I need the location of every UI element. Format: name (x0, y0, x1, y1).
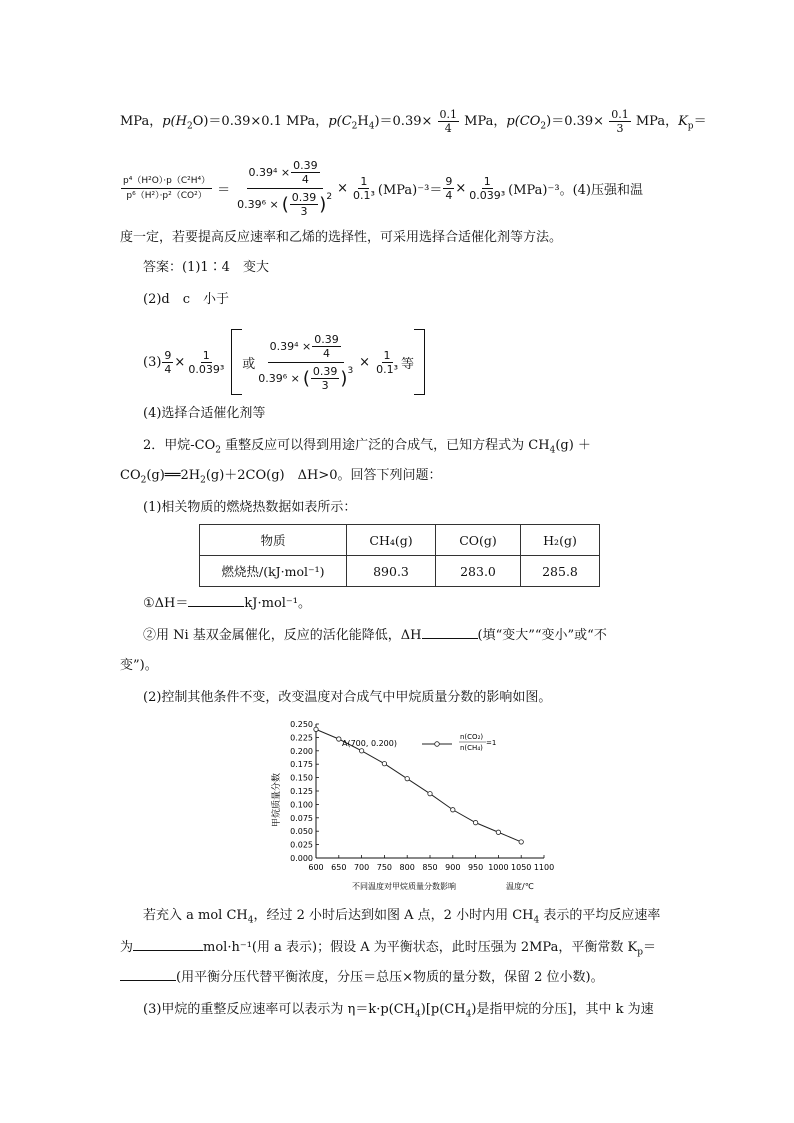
x-tick-label: 700 (353, 863, 370, 872)
fraction: $\frac{9}{4}$ (164, 348, 172, 376)
legend-numerator: n(CO₂) (460, 733, 484, 741)
table-row (200, 556, 600, 587)
table-header: CO(g) (436, 525, 521, 556)
fraction: $\frac{1}{\text{0.1³}}$ (352, 174, 375, 202)
y-tick-label: 0.150 (290, 773, 313, 783)
fraction: 0.39⁴ × $\frac{0.39}{4}$ 0.39⁶ × ( $\frac{0.39}{3}$ ) $^3$ (258, 332, 354, 392)
data-point (473, 820, 477, 824)
answer-blank[interactable] (422, 626, 478, 639)
x-tick-label: 1000 (488, 863, 509, 872)
fraction: 0.39⁴ × $\frac{0.39}{4}$ 0.39⁶ × ( $\frac{0.39}{3}$ ) $^2$ (237, 158, 333, 218)
y-tick-label: 0.250 (290, 720, 313, 729)
item-2-cont: 变”)。 (120, 658, 158, 673)
y-tick-label: 0.100 (290, 800, 313, 810)
item-1: ①ΔH＝ kJ·mol⁻¹。 (143, 596, 311, 611)
x-tick-label: 1100 (533, 863, 555, 872)
kp-intro-line: MPa，$p(H_2O)=0.39\times 0.1$ MPa，$p(C_2H_4)=0.39\times$ $\frac{0.1}{4}$ MPa，$p(CO_2)=0.39\times$ $\frac{0.1}{3}$ MPa，$K_p=$ (120, 108, 707, 135)
table-cell: 燃烧热/(kJ·mol⁻¹) (200, 556, 347, 587)
methane-fraction-chart (268, 712, 558, 894)
fraction: $\frac{0.1}{4}$ (439, 108, 458, 135)
left-bracket (231, 329, 242, 395)
x-tick-label: 650 (331, 863, 347, 872)
answer-3: (3) $\frac{9}{4}$ × $\frac{1}{\text{0.039³}}$ 或 0.39⁴ × $\frac{0.39}{4}$ 0.39⁶ × ( $\frac{0.39}{3}$ ) $^3$ × $\frac{1}{\text{0.1³}}$ 等 (143, 330, 425, 394)
x-tick-label: 800 (399, 863, 415, 872)
y-tick-label: 0.200 (290, 746, 313, 756)
table-header: CH₄(g) (347, 525, 436, 556)
y-tick-label: 0.025 (290, 840, 313, 850)
chart-caption: 不同温度对甲烷质量分数影响 (352, 882, 456, 891)
paragraph: (用平衡分压代替平衡浓度，分压＝总压×物质的量分数，保留 2 位小数)。 (120, 968, 604, 988)
fraction: $\frac{9}{4}$ (445, 174, 453, 202)
answer-blank[interactable] (133, 938, 203, 951)
y-tick-label: 0.000 (290, 854, 313, 863)
table-cell: 283.0 (436, 556, 521, 587)
kp-expression: $\frac{\text{p⁴（H²O）·p（C²H⁴）}}{\text{p⁶（H²）·p²（CO²）}}$ ＝ 0.39⁴ × $\frac{0.39}{4}$ 0.39⁶ × ( $\frac{0.39}{3}$ ) $^2$ × $\frac{1}{\text{0.1³}}$ (MPa)⁻³＝ $\frac{9}{4}$ × $\frac{1}{\text{0.039³}}$ (MPa)⁻³。(4)压强和温 (123, 158, 643, 218)
legend-value: =1 (486, 739, 497, 747)
data-point (519, 840, 523, 844)
x-tick-label: 1050 (511, 863, 532, 872)
x-tick-label: 750 (376, 863, 393, 872)
data-point (382, 761, 386, 765)
answer-2: (2)d c 小于 (143, 292, 230, 307)
answer-4: (4)选择合适催化剂等 (143, 406, 266, 421)
data-point (496, 830, 500, 834)
data-point (337, 737, 341, 741)
answer-1: 答案：(1)1∶4 变大 (143, 260, 269, 275)
fraction: $\frac{1}{\text{0.039³}}$ (469, 174, 506, 202)
table-header: 物质 (200, 525, 347, 556)
right-bracket (414, 329, 425, 395)
table-cell: 285.8 (521, 556, 600, 587)
fraction: $\frac{\text{p⁴（H²O）·p（C²H⁴）}}{\text{p⁶（H²）·p²（CO²）}}$ (123, 175, 211, 201)
legend-denominator: n(CH₄) (460, 744, 483, 752)
fraction: $\frac{1}{\text{0.1³}}$ (376, 348, 398, 376)
x-tick-label: 950 (467, 863, 484, 872)
data-point (314, 727, 318, 731)
paragraph: (3)甲烷的重整反应速率可以表示为 $\eta=k\cdot p(CH_4)[p(CH_4)$是指甲烷的分压]，其中 k 为速 (143, 1002, 654, 1020)
item-2: ②用 Ni 基双金属催化，反应的活化能降低，ΔH (填“变大”“变小”或“不 (143, 628, 607, 643)
question-2-equation: $CO_2(g)══2H_2(g)+2CO(g)$ ΔH>0。回答下列问题： (120, 468, 442, 486)
fraction: $\frac{1}{\text{0.039³}}$ (188, 348, 225, 376)
y-tick-label: 0.075 (290, 813, 313, 823)
fraction: $\frac{0.1}{3}$ (611, 108, 629, 135)
y-tick-label: 0.125 (290, 787, 313, 796)
x-axis-label: 温度/℃ (506, 882, 534, 891)
y-tick-label: 0.175 (290, 760, 313, 770)
table-row (200, 525, 600, 556)
data-point (428, 791, 432, 795)
answer-blank[interactable] (188, 594, 244, 607)
data-point (405, 776, 409, 780)
data-point (359, 749, 363, 753)
combustion-heat-table (199, 524, 600, 587)
answer-blank[interactable] (120, 968, 176, 981)
y-tick-label: 0.225 (290, 733, 313, 743)
sub-question-1: (1)相关物质的燃烧热数据如表所示： (143, 500, 357, 515)
table-header: H₂(g) (521, 525, 600, 556)
x-tick-label: 600 (308, 863, 324, 872)
table-cell: 890.3 (347, 556, 436, 587)
paragraph: 度一定，若要提高反应速率和乙烯的选择性，可采用选择合适催化剂等方法。 (120, 230, 563, 245)
sub-question-2: (2)控制其他条件不变，改变温度对合成气中甲烷质量分数的影响如图。 (143, 690, 552, 705)
annotation-label: A(700, 0.200) (342, 739, 397, 748)
x-tick-label: 900 (445, 863, 461, 872)
paragraph: 若充入 a mol $CH_4$，经过 2 小时后达到如图 A 点，2 小时内用 $CH_4$ 表示的平均反应速率 (143, 908, 661, 926)
x-tick-label: 850 (422, 863, 438, 872)
legend (422, 733, 496, 752)
paragraph: 为 mol·h⁻¹(用 a 表示)；假设 A 为平衡状态，此时压强为 2MPa，平衡常数 $K_p=$ (120, 940, 656, 958)
y-tick-label: 0.050 (290, 827, 313, 837)
question-2-stem: 2．甲烷$-CO_2$ 重整反应可以得到用途广泛的合成气，已知方程式为 $CH_4(g)$ ＋ (143, 438, 591, 456)
data-point (451, 808, 455, 812)
y-axis-label: 甲烷质量分数 (272, 772, 282, 828)
